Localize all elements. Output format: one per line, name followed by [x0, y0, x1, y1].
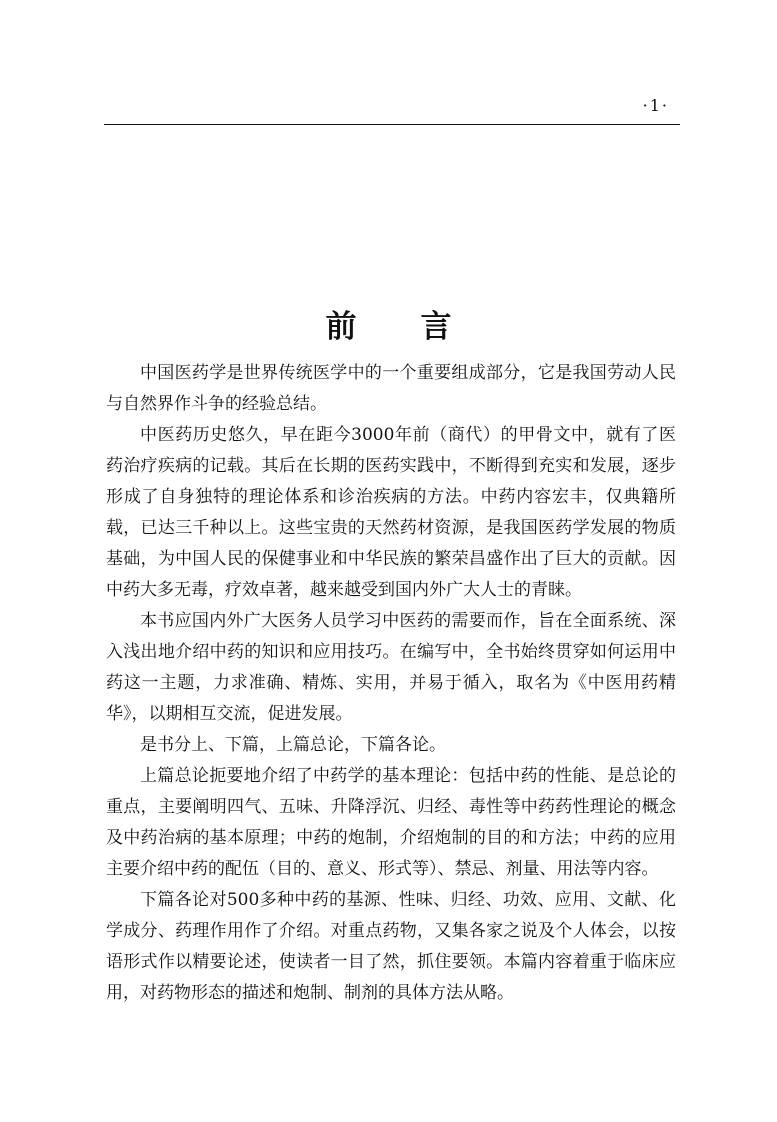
paragraph-1: 中国医药学是世界传统医学中的一个重要组成部分，它是我国劳动人民与自然界作斗争的经验总结。: [106, 363, 676, 414]
paragraph-2: 中医药历史悠久，早在距今3000年前（商代）的甲骨文中，就有了医药治疗疾病的记载。其后在长期的医药实践中，不断得到充实和发展，逐步形成了自身独特的理论体系和诊治疾病的方法。中药内容宏丰，仅典籍所载，已达三千种以上。这些宝贵的天然药材资源，是我国医药学发展的物质基础，为中国人民的保健事业和中华民族的繁荣昌盛作出了巨大的贡献。因中药大多无毒，疗效卓著，越来越受到国内外广大人士的青睐。: [106, 425, 676, 600]
page-title: 前言: [325, 308, 516, 345]
paragraph-3: 本书应国内外广大医务人员学习中医药的需要而作，旨在全面系统、深入浅出地介绍中药的知识和应用技巧。在编写中，全书始终贯穿如何运用中药这一主题，力求准确、精炼、实用，并易于循入，取名为《中医用药精华》，以期相互交流，促进发展。: [106, 611, 676, 724]
paragraph-4: 是书分上、下篇，上篇总论，下篇各论。: [140, 735, 446, 755]
paragraph-5: 上篇总论扼要地介绍了中药学的基本理论：包括中药的性能、是总论的重点，主要阐明四气、五味、升降浮沉、归经、毒性等中药药性理论的概念及中药治病的基本原理；中药的炮制，介绍炮制的目的和方法；中药的应用主要介绍中药的配伍（目的、意义、形式等）、禁忌、剂量、用法等内容。: [106, 766, 676, 879]
body-text: [106, 358, 676, 1009]
header-rule: [104, 124, 680, 125]
page-number: ·1·: [642, 96, 669, 115]
paragraph-6: 下篇各论对500多种中药的基源、性味、归经、功效、应用、文献、化学成分、药理作用作了介绍。对重点药物，又集各家之说及个人体会，以按语形式作以精要论述，使读者一目了然，抓住要领。本篇内容着重于临床应用，对药物形态的描述和炮制、制剂的具体方法从略。: [106, 890, 676, 1003]
